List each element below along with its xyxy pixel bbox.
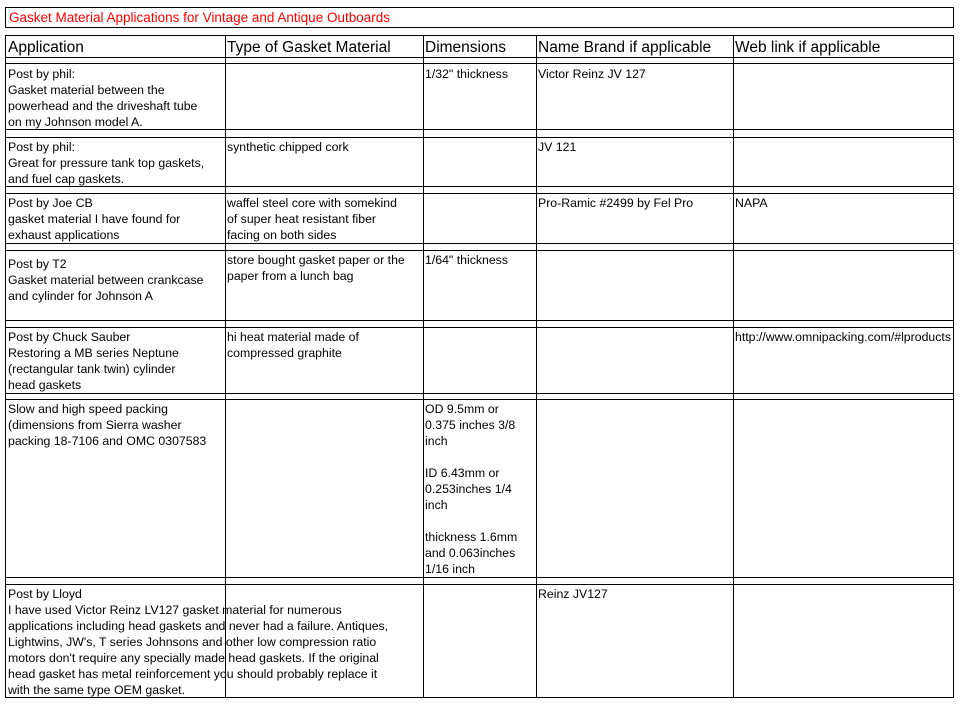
cell-brand: JV 121	[538, 140, 577, 154]
header-link: Web link if applicable	[735, 39, 881, 56]
header-brand: Name Brand if applicable	[538, 39, 712, 56]
cell-link: NAPA	[735, 196, 768, 210]
title-box	[5, 7, 954, 28]
row-divider	[6, 327, 953, 328]
header-dimensions: Dimensions	[425, 39, 506, 56]
row-divider	[6, 63, 953, 64]
header-application: Application	[8, 39, 84, 56]
gasket-table	[5, 35, 954, 698]
row-divider	[6, 57, 953, 58]
cell-brand: Pro-Ramic #2499 by Fel Pro	[538, 196, 694, 210]
cell-application: Post by phil: Great for pressure tank top gaskets, and fuel cap gaskets.	[8, 140, 205, 186]
cell-brand: Victor Reinz JV 127	[538, 67, 646, 81]
cell-dimensions: OD 9.5mm or 0.375 inches 3/8 inch ID 6.43mm or 0.253inches 1/4 inch thickness 1.6mm and 0.063inches 1/16 inch	[425, 402, 518, 576]
row-divider	[6, 584, 953, 585]
cell-application: Post by phil: Gasket material between the powerhead and the driveshaft tube on my Johnson model A.	[8, 67, 198, 129]
cell-material: waffel steel core with somekind of super heat resistant fiber facing on both sides	[227, 196, 397, 242]
row-divider	[6, 393, 953, 394]
cell-link[interactable]: http://www.omnipacking.com/#lproducts	[735, 330, 951, 344]
cell-material: synthetic chipped cork	[227, 140, 349, 154]
row-divider	[6, 243, 953, 244]
cell-dimensions: 1/32" thickness	[425, 67, 508, 81]
column-divider	[423, 36, 424, 697]
row-divider	[6, 320, 953, 321]
cell-brand: Reinz JV127	[538, 587, 608, 601]
header-material: Type of Gasket Material	[227, 39, 391, 56]
cell-application: Post by Lloyd I have used Victor Reinz LV127 gasket material for numerous applications including head gaskets and never had a failure. Antiques, Lightwins, JW's, T series Johnsons and other low compression ratio motors don't require any specially made head gaskets. If the original head gasket has metal reinforcement you should probably replace it with the same type OEM gasket.	[8, 587, 389, 697]
cell-material: store bought gasket paper or the paper from a lunch bag	[227, 253, 405, 283]
column-divider	[536, 36, 537, 697]
cell-application: Post by Joe CB gasket material I have found for exhaust applications	[8, 196, 181, 242]
column-divider	[733, 36, 734, 697]
row-divider	[6, 577, 953, 578]
cell-application: Post by Chuck Sauber Restoring a MB series Neptune (rectangular tank twin) cylinder head gaskets	[8, 330, 179, 392]
cell-application: Slow and high speed packing (dimensions from Sierra washer packing 18-7106 and OMC 0307583	[8, 402, 207, 448]
row-divider	[6, 399, 953, 400]
row-divider	[6, 137, 953, 138]
row-divider	[6, 250, 953, 251]
page-title: Gasket Material Applications for Vintage and Antique Outboards	[9, 10, 390, 25]
row-divider	[6, 193, 953, 194]
cell-material: hi heat material made of compressed graphite	[227, 330, 359, 360]
cell-application: Post by T2 Gasket material between crankcase and cylinder for Johnson A	[8, 257, 204, 303]
cell-dimensions: 1/64" thickness	[425, 253, 508, 267]
